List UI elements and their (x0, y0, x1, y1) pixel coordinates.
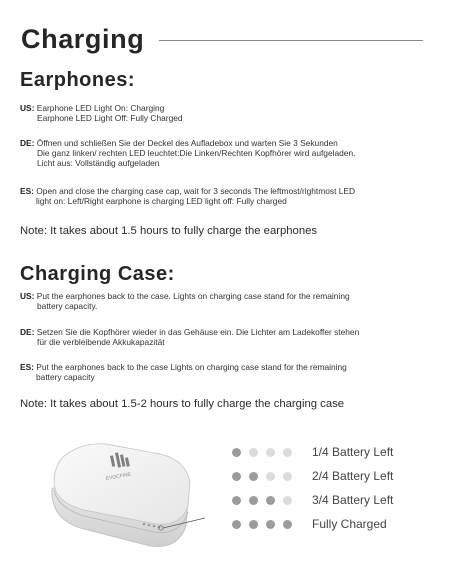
lang-code-us: US: (20, 103, 35, 113)
led-dot (249, 448, 258, 457)
case-es-line: Put the earphones back to the case Lights on charging case stand for the remaining (36, 362, 347, 372)
lang-code-es: ES: (20, 186, 34, 196)
earphones-us-line: Earphone LED Light On: Charging (36, 103, 165, 113)
led-dot (249, 472, 258, 481)
led-dot (283, 472, 292, 481)
case-de-line: Setzen Sie die Kopfhörer wieder in das Gehäuse ein. Die Lichter am Ladekoffer stehen (36, 327, 360, 337)
lang-code-us: US: (20, 291, 35, 301)
led-dot (232, 520, 241, 529)
case-de-line: für die verbleibende Akkukapazität (37, 337, 165, 348)
battery-legend-row (232, 515, 387, 533)
battery-dots (232, 472, 304, 481)
case-es-line: battery capacity (36, 372, 95, 383)
battery-dots (232, 496, 304, 505)
led-dot (266, 448, 275, 457)
title-divider (159, 40, 423, 41)
earphones-es-line: light on: Left/Right earphone is charging LED light off: Fully charged (36, 196, 287, 207)
led-dot (232, 448, 241, 457)
case-us-line: Put the earphones back to the case. Lights on charging case stand for the remaining (36, 291, 350, 301)
brand-logo-text: EVOCFINE (105, 471, 132, 482)
battery-legend-row (232, 467, 393, 485)
earphones-es-line: Open and close the charging case cap, wait for 3 seconds The leftmost/rightmost LED (36, 186, 356, 196)
case-heading: Charging Case: (20, 263, 175, 285)
battery-legend-label: 2/4 Battery Left (312, 469, 394, 483)
case-us-line: battery capacity. (37, 301, 98, 312)
led-dot (266, 472, 275, 481)
case-de-text (20, 327, 445, 347)
charging-case-illustration (40, 430, 240, 550)
led-dot (232, 496, 241, 505)
led-dot (283, 496, 292, 505)
lang-code-de: DE: (20, 138, 35, 148)
case-us-text (20, 291, 445, 311)
battery-legend-label: 1/4 Battery Left (312, 445, 394, 459)
earphones-de-line: Öffnen und schließen Sie der Deckel des Aufladebox und warten Sie 3 Sekunden (36, 138, 338, 148)
battery-legend-row (232, 491, 393, 509)
led-dot (232, 472, 241, 481)
led-dot (283, 448, 292, 457)
case-es-text (20, 362, 445, 382)
page-title: Charging (21, 24, 145, 54)
battery-dots (232, 520, 304, 529)
earphones-note: Note: It takes about 1.5 hours to fully charge the earphones (20, 225, 318, 237)
battery-legend-label: 3/4 Battery Left (312, 493, 394, 507)
earphones-de-text (20, 138, 445, 169)
earphones-es-text (20, 186, 445, 206)
earphones-us-text (20, 103, 445, 123)
led-dot (266, 496, 275, 505)
lang-code-de: DE: (20, 327, 35, 337)
led-dot (266, 520, 275, 529)
led-dot (249, 520, 258, 529)
led-dot (283, 520, 292, 529)
lang-code-es: ES: (20, 362, 34, 372)
battery-dots (232, 448, 304, 457)
earphones-de-line: Die ganz linken/ rechten LED leuchtet:Die Linken/Rechten Kopfhörer wird aufgeladen. (37, 148, 356, 159)
earphones-de-line: Licht aus: Vollständig aufgeladen (37, 158, 160, 169)
battery-legend-row (232, 443, 393, 461)
earphones-heading: Earphones: (20, 69, 136, 91)
led-dot (249, 496, 258, 505)
earphones-us-line: Earphone LED Light Off: Fully Charged (37, 113, 183, 124)
case-note: Note: It takes about 1.5-2 hours to fully charge the charging case (20, 398, 345, 410)
battery-legend-label: Fully Charged (312, 517, 387, 531)
